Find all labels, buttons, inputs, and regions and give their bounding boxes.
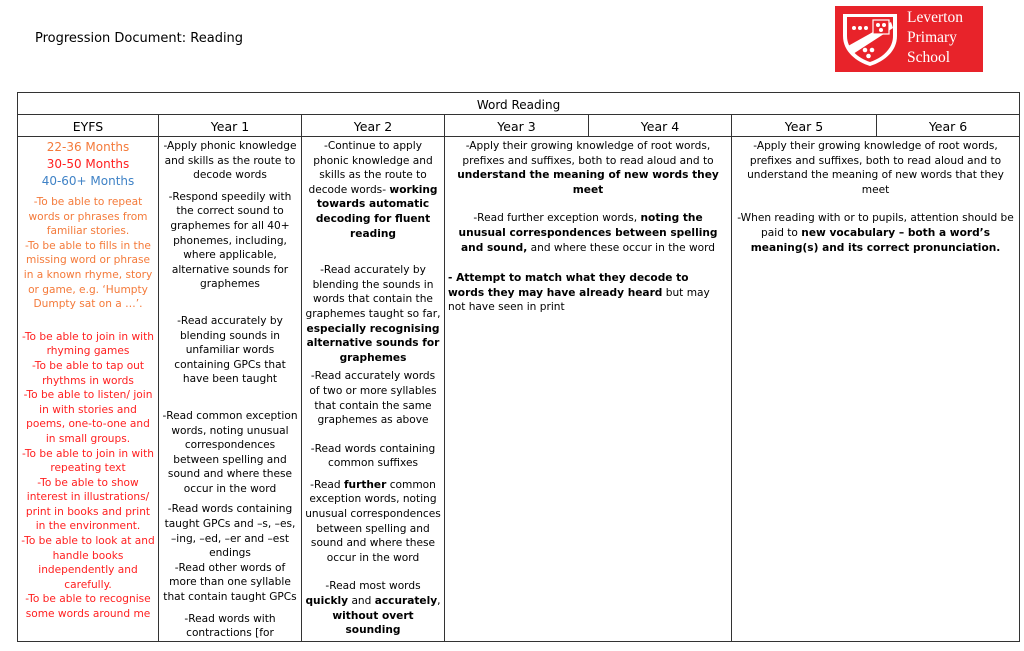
year5-6-objective: -When reading with or to pupils, attention should be paid to new vocabulary – both a word’s meaning(s) and its correct pronunciation. <box>737 212 1014 254</box>
eyfs-goal: -To be able to join in with rhyming games <box>22 330 154 358</box>
year2-cell <box>302 137 445 642</box>
year1-objective: -Read common exception words, noting unusual correspondences between spelling and sound and where these occur in the word <box>162 409 298 495</box>
year1-cell <box>159 137 302 642</box>
column-header: Year 4 <box>589 115 732 137</box>
year1-objective: -Read accurately by blending sounds in unfamiliar words containing GPCs that have been taught <box>174 314 286 386</box>
year2-objective: -Read accurately words of two or more syllables that contain the same graphemes as above <box>309 370 437 427</box>
year1-objective: -Respond speedily with the correct sound to graphemes for all 40+ phonemes, including, where applicable, alternative sounds for graphemes <box>168 190 292 291</box>
year5-6-objective: -Apply their growing knowledge of root words, prefixes and suffixes, both to read aloud and to understand the meaning of new words that they meet <box>747 140 1004 196</box>
column-header: Year 3 <box>445 115 589 137</box>
year3-4-cell <box>445 137 732 642</box>
eyfs-goal: -To be able to look at and handle books independently and carefully. <box>21 535 155 591</box>
eyfs-goal: -To be able to tap out rhythms in words <box>31 359 145 387</box>
eyfs-goal: -To be able to listen/ join in with stories and poems, one-to-one and in small groups. <box>23 389 153 445</box>
year2-objective: -Read accurately by blending the sounds in words that contain the graphemes taught so far, especially recognising alternative sounds for graphemes <box>305 264 441 364</box>
year2-objective: -Continue to apply phonic knowledge and skills as the route to decode words- working towards automatic decoding for fluent reading <box>308 140 438 240</box>
eyfs-goal: -To be able to recognise some words around me <box>25 593 151 621</box>
word-reading-table <box>17 92 1020 642</box>
logo-text: Leverton Primary School <box>907 9 963 66</box>
year3-4-objective: -Read further exception words, noting the unusual correspondences between spelling and sound, and where these occur in the word <box>458 212 718 254</box>
column-header: Year 2 <box>302 115 445 137</box>
content-row <box>18 137 1020 642</box>
column-header: Year 1 <box>159 115 302 137</box>
section-title: Word Reading <box>18 93 1020 115</box>
eyfs-cell <box>18 137 159 642</box>
school-logo <box>835 6 983 72</box>
shield-crest-icon <box>839 10 901 68</box>
month-band-22-36: 22-36 Months <box>46 140 130 154</box>
column-header: Year 5 <box>732 115 877 137</box>
eyfs-goal: -To be able to show interest in illustrations/ print in books and print in the environment. <box>25 476 151 533</box>
year3-4-objective: -Apply their growing knowledge of root words, prefixes and suffixes, both to read aloud and to understand the meaning of new words they meet <box>457 140 719 196</box>
column-header: Year 6 <box>877 115 1020 137</box>
year1-objective: -Apply phonic knowledge and skills as the route to decode words <box>163 140 297 182</box>
eyfs-goal: -To be able to join in with repeating text <box>22 447 154 475</box>
column-header-row <box>18 115 1020 137</box>
year5-6-cell <box>732 137 1020 642</box>
year3-4-objective: - Attempt to match what they decode to words they may have already heard but may not have seen in print <box>448 272 710 314</box>
month-band-40-60: 40-60+ Months <box>41 174 135 188</box>
column-header: EYFS <box>18 115 159 137</box>
year1-objective: -Read words containing taught GPCs and –s, –es, –ing, –ed, –er and –est endings <box>164 503 296 560</box>
page-title: Progression Document: Reading <box>35 31 244 46</box>
year2-objective: -Read further common exception words, noting unusual correspondences between spelling and sound and where these occur in the word <box>305 478 441 564</box>
month-band-30-50: 30-50 Months <box>46 157 130 171</box>
year2-objective: -Read words containing common suffixes <box>310 442 436 470</box>
eyfs-orange-goals: -To be able to repeat words or phrases from familiar stories. -To be able to fills in the missing word or phrase in a known rhyme, story or game, e.g. ‘Humpty Dumpty sat on a …’. <box>23 196 153 311</box>
year1-objective: -Read other words of more than one syllable that contain taught GPCs <box>163 561 297 604</box>
year2-objective: -Read most words quickly and accurately, without overt sounding <box>305 580 441 637</box>
year1-objective: -Read words with contractions [for <box>184 612 276 640</box>
